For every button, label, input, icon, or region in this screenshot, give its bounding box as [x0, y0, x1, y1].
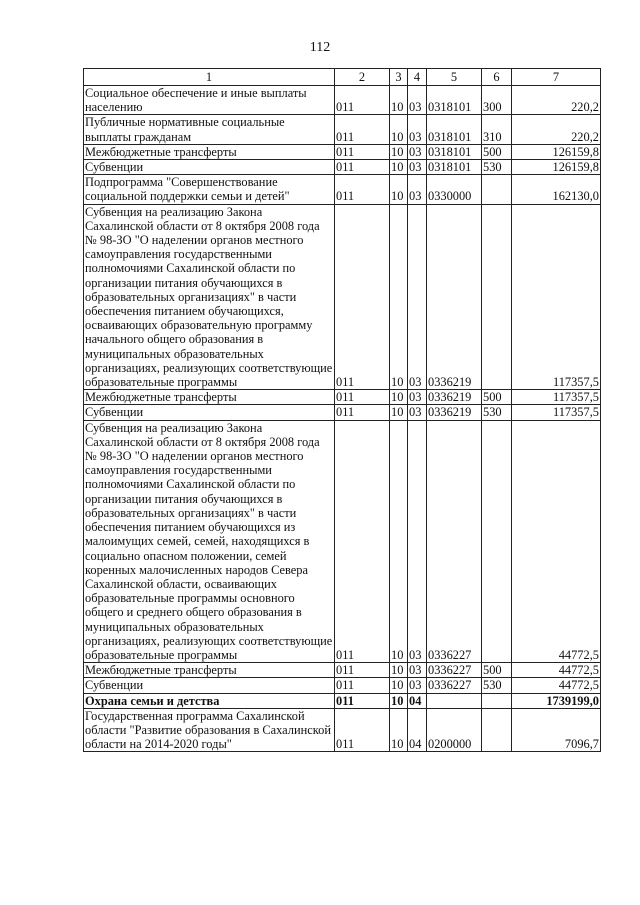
- subsection-code: 03: [408, 175, 427, 204]
- target-article-code: 0318101: [427, 144, 482, 159]
- expense-type-code: 300: [482, 86, 512, 115]
- row-name: Подпрограмма "Совершенствование социальной поддержки семьи и детей": [84, 175, 335, 204]
- section-code: 10: [390, 160, 408, 175]
- expense-type-code: [482, 693, 512, 708]
- amount: 44772,5: [512, 663, 601, 678]
- admin-code: 011: [335, 175, 390, 204]
- section-code: 10: [390, 175, 408, 204]
- column-header: 4: [408, 69, 427, 86]
- subsection-code: 03: [408, 390, 427, 405]
- column-header: 6: [482, 69, 512, 86]
- subsection-code: 03: [408, 663, 427, 678]
- subsection-code: 03: [408, 420, 427, 662]
- admin-code: 011: [335, 115, 390, 144]
- amount: 44772,5: [512, 678, 601, 693]
- column-header: 2: [335, 69, 390, 86]
- table-row: [84, 204, 601, 390]
- expense-type-code: 530: [482, 160, 512, 175]
- row-name: Субвенции: [84, 405, 335, 420]
- amount: 126159,8: [512, 144, 601, 159]
- expense-type-code: [482, 175, 512, 204]
- target-article-code: 0336227: [427, 663, 482, 678]
- subsection-code: 03: [408, 405, 427, 420]
- amount: 7096,7: [512, 708, 601, 752]
- target-article-code: 0318101: [427, 160, 482, 175]
- section-code: 10: [390, 390, 408, 405]
- amount: 44772,5: [512, 420, 601, 662]
- row-name: Межбюджетные трансферты: [84, 144, 335, 159]
- section-code: 10: [390, 678, 408, 693]
- table-row: [84, 708, 601, 752]
- table-row: [84, 115, 601, 144]
- page-number: 112: [309, 40, 331, 55]
- row-name: Межбюджетные трансферты: [84, 390, 335, 405]
- subsection-code: 03: [408, 115, 427, 144]
- section-code: 10: [390, 405, 408, 420]
- budget-table: [83, 68, 601, 752]
- amount: 220,2: [512, 115, 601, 144]
- admin-code: 011: [335, 420, 390, 662]
- target-article-code: 0318101: [427, 86, 482, 115]
- subsection-code: 03: [408, 86, 427, 115]
- column-header: 3: [390, 69, 408, 86]
- table-row: [84, 160, 601, 175]
- table-row: [84, 175, 601, 204]
- table-row: [84, 678, 601, 693]
- row-name: Публичные нормативные социальные выплаты гражданам: [84, 115, 335, 144]
- subsection-code: 04: [408, 693, 427, 708]
- target-article-code: 0318101: [427, 115, 482, 144]
- row-name: Государственная программа Сахалинской области "Развитие образования в Сахалинской области на 2014-2020 годы": [84, 708, 335, 752]
- amount: 117357,5: [512, 405, 601, 420]
- subsection-code: 04: [408, 708, 427, 752]
- subsection-code: 03: [408, 144, 427, 159]
- header-row: [84, 69, 601, 86]
- row-name: Субвенции: [84, 678, 335, 693]
- target-article-code: 0336219: [427, 204, 482, 390]
- subsection-code: 03: [408, 160, 427, 175]
- expense-type-code: 530: [482, 678, 512, 693]
- subsection-code: 03: [408, 204, 427, 390]
- admin-code: 011: [335, 160, 390, 175]
- section-code: 10: [390, 420, 408, 662]
- section-code: 10: [390, 708, 408, 752]
- section-code: 10: [390, 86, 408, 115]
- amount: 117357,5: [512, 390, 601, 405]
- subsection-code: 03: [408, 678, 427, 693]
- amount: 1739199,0: [512, 693, 601, 708]
- section-code: 10: [390, 115, 408, 144]
- target-article-code: [427, 693, 482, 708]
- row-name: Межбюджетные трансферты: [84, 663, 335, 678]
- table-row: [84, 144, 601, 159]
- expense-type-code: 500: [482, 144, 512, 159]
- amount: 220,2: [512, 86, 601, 115]
- row-name: Субвенция на реализацию Закона Сахалинской области от 8 октября 2008 года № 98-ЗО "О наделении органов местного самоуправления государственными полномочиями Сахалинской области по организации питания обучающихся в образовательных организациях" в части обеспечения питанием обучающихся, осваивающих образовательную программу начального общего образования в муниципальных образовательных организациях, реализующих соответствующие образовательные программы: [84, 204, 335, 390]
- row-name: Субвенции: [84, 160, 335, 175]
- target-article-code: 0330000: [427, 175, 482, 204]
- expense-type-code: [482, 204, 512, 390]
- admin-code: 011: [335, 390, 390, 405]
- amount: 117357,5: [512, 204, 601, 390]
- admin-code: 011: [335, 204, 390, 390]
- amount: 162130,0: [512, 175, 601, 204]
- admin-code: 011: [335, 693, 390, 708]
- admin-code: 011: [335, 663, 390, 678]
- column-header: 7: [512, 69, 601, 86]
- target-article-code: 0336227: [427, 678, 482, 693]
- section-code: 10: [390, 144, 408, 159]
- table-row: [84, 405, 601, 420]
- expense-type-code: 530: [482, 405, 512, 420]
- expense-type-code: 500: [482, 390, 512, 405]
- table-row: [84, 420, 601, 662]
- target-article-code: 0336219: [427, 390, 482, 405]
- expense-type-code: 500: [482, 663, 512, 678]
- target-article-code: 0336227: [427, 420, 482, 662]
- table-row: [84, 663, 601, 678]
- row-name: Охрана семьи и детства: [84, 693, 335, 708]
- table-row: [84, 390, 601, 405]
- table-row: [84, 693, 601, 708]
- admin-code: 011: [335, 144, 390, 159]
- admin-code: 011: [335, 86, 390, 115]
- amount: 126159,8: [512, 160, 601, 175]
- section-code: 10: [390, 204, 408, 390]
- expense-type-code: 310: [482, 115, 512, 144]
- section-code: 10: [390, 693, 408, 708]
- section-code: 10: [390, 663, 408, 678]
- admin-code: 011: [335, 405, 390, 420]
- column-header: 1: [84, 69, 335, 86]
- admin-code: 011: [335, 678, 390, 693]
- expense-type-code: [482, 708, 512, 752]
- expense-type-code: [482, 420, 512, 662]
- admin-code: 011: [335, 708, 390, 752]
- column-header: 5: [427, 69, 482, 86]
- row-name: Социальное обеспечение и иные выплаты населению: [84, 86, 335, 115]
- target-article-code: 0200000: [427, 708, 482, 752]
- table-row: [84, 86, 601, 115]
- row-name: Субвенция на реализацию Закона Сахалинской области от 8 октября 2008 года № 98-ЗО "О наделении органов местного самоуправления государственными полномочиями Сахалинской области по организации питания обучающихся в образовательных организациях" в части обеспечения питанием обучающихся из малоимущих семей, семей, находящихся в социально опасном положении, семей коренных малочисленных народов Севера Сахалинской области, осваивающих образовательные программы основного общего и среднего общего образования в муниципальных образовательных организациях, реализующих соответствующие образовательные программы: [84, 420, 335, 662]
- table-body: [84, 69, 601, 752]
- target-article-code: 0336219: [427, 405, 482, 420]
